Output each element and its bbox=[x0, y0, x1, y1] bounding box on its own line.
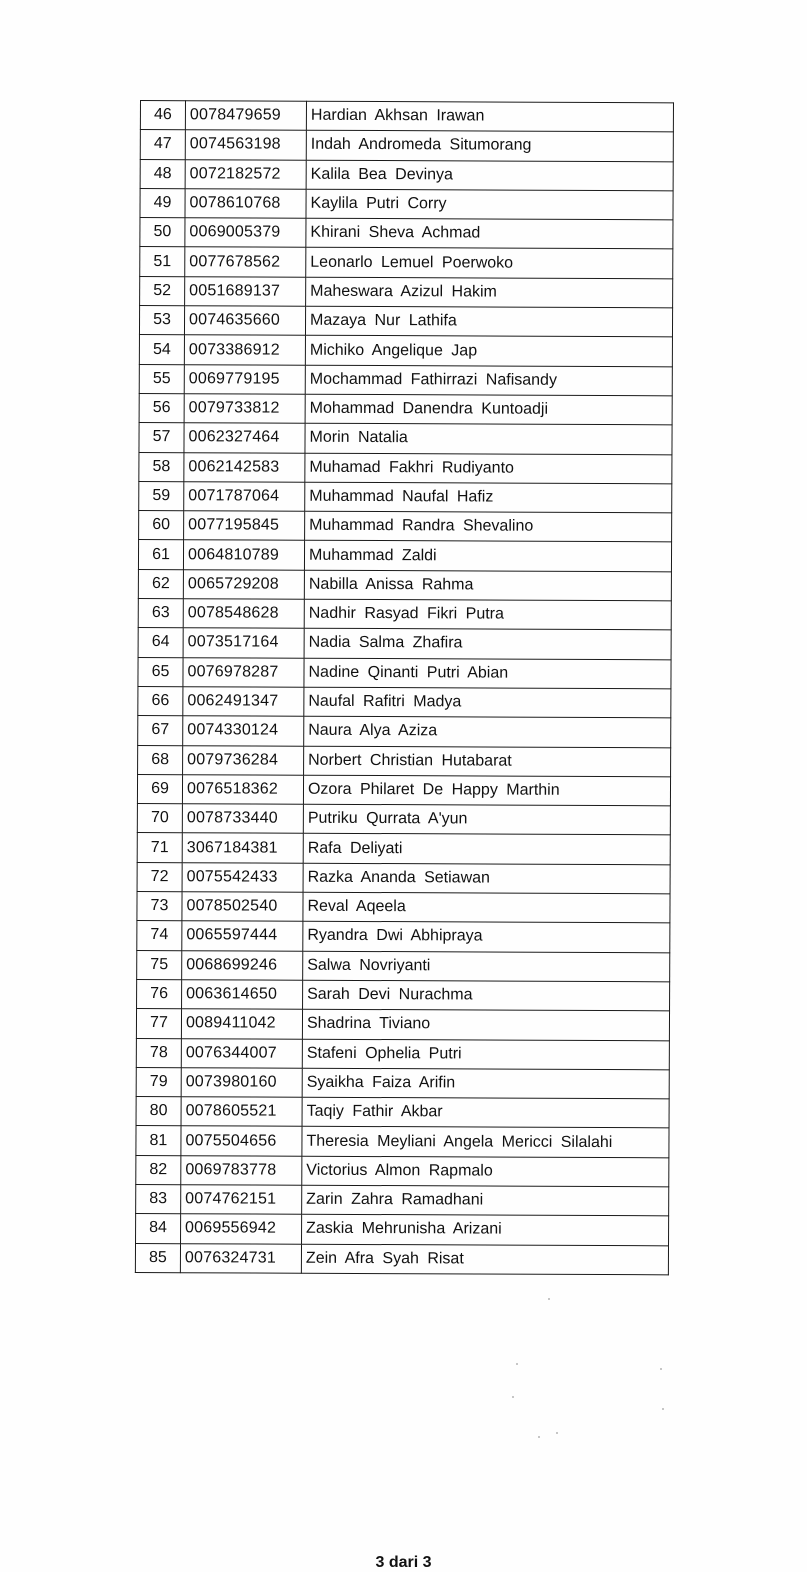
row-number: 57 bbox=[139, 423, 184, 452]
student-id: 0075542433 bbox=[182, 862, 303, 892]
table-row bbox=[137, 804, 670, 836]
row-number: 61 bbox=[138, 540, 183, 569]
row-number: 73 bbox=[137, 892, 182, 921]
page-number: 3 dari 3 bbox=[375, 1554, 432, 1571]
student-name: Stafeni Ophelia Putri bbox=[302, 1039, 669, 1070]
student-name: Zarin Zahra Ramadhani bbox=[302, 1185, 669, 1216]
student-id: 0069556942 bbox=[181, 1214, 302, 1244]
row-number: 69 bbox=[137, 774, 182, 803]
student-name: Theresia Meyliani Angela Mericci Silalahi bbox=[302, 1127, 669, 1158]
student-id: 0069783778 bbox=[181, 1155, 302, 1185]
student-id: 0063614650 bbox=[182, 980, 303, 1010]
row-number: 63 bbox=[138, 599, 183, 628]
table-row bbox=[137, 892, 670, 924]
row-number: 71 bbox=[137, 833, 182, 862]
table-row bbox=[136, 1155, 669, 1187]
row-number: 62 bbox=[138, 569, 183, 598]
student-name: Naura Alya Aziza bbox=[304, 716, 671, 747]
student-name: Nadia Salma Zhafira bbox=[304, 629, 671, 660]
student-name: Nabilla Anissa Rahma bbox=[304, 570, 671, 601]
student-id: 0077678562 bbox=[185, 247, 306, 277]
table-row bbox=[139, 452, 672, 484]
table-row bbox=[137, 950, 670, 982]
student-name: Khirani Sheva Achmad bbox=[306, 218, 673, 249]
row-number: 74 bbox=[137, 921, 182, 950]
scan-speck bbox=[556, 1432, 558, 1434]
student-name: Ryandra Dwi Abhipraya bbox=[303, 922, 670, 953]
row-number: 82 bbox=[136, 1155, 181, 1184]
student-id: 0075504656 bbox=[181, 1126, 302, 1156]
table-row bbox=[139, 306, 672, 338]
student-id: 0079733812 bbox=[184, 394, 305, 424]
table-row bbox=[139, 423, 672, 455]
scan-speck bbox=[548, 1298, 550, 1300]
student-id: 0076324731 bbox=[180, 1243, 301, 1273]
student-name: Naufal Rafitri Madya bbox=[304, 687, 671, 718]
student-id: 0069005379 bbox=[185, 218, 306, 248]
row-number: 59 bbox=[139, 481, 184, 510]
table-row bbox=[136, 1184, 669, 1216]
table-row bbox=[138, 657, 671, 689]
table-row bbox=[136, 1038, 669, 1070]
student-name: Muhammad Naufal Hafiz bbox=[305, 482, 672, 513]
row-number: 56 bbox=[139, 393, 184, 422]
student-name: Victorius Almon Rapmalo bbox=[302, 1156, 669, 1187]
student-id: 0068699246 bbox=[182, 950, 303, 980]
student-id: 0062142583 bbox=[184, 452, 305, 482]
row-number: 53 bbox=[139, 306, 184, 335]
table-row bbox=[140, 130, 673, 162]
row-number: 68 bbox=[138, 745, 183, 774]
student-id: 0078733440 bbox=[182, 804, 303, 834]
student-name: Zaskia Mehrunisha Arizani bbox=[302, 1214, 669, 1245]
row-number: 47 bbox=[140, 130, 185, 159]
row-number: 85 bbox=[135, 1243, 180, 1272]
student-name: Shadrina Tiviano bbox=[302, 1009, 669, 1040]
student-table-body bbox=[135, 101, 673, 1275]
scan-speck bbox=[662, 1408, 664, 1410]
row-number: 58 bbox=[139, 452, 184, 481]
student-name: Rafa Deliyati bbox=[303, 834, 670, 865]
student-id: 0078610768 bbox=[185, 189, 306, 219]
table-row bbox=[140, 276, 673, 308]
table-row bbox=[140, 101, 673, 133]
table-row bbox=[138, 628, 671, 660]
table-row bbox=[137, 979, 670, 1011]
row-number: 80 bbox=[136, 1097, 181, 1126]
student-id: 0073980160 bbox=[181, 1067, 302, 1097]
row-number: 48 bbox=[140, 159, 185, 188]
table-row bbox=[138, 540, 671, 572]
student-name: Maheswara Azizul Hakim bbox=[306, 277, 673, 308]
row-number: 84 bbox=[136, 1214, 181, 1243]
scan-speck bbox=[660, 1368, 662, 1370]
table-row bbox=[139, 481, 672, 513]
student-name: Nadine Qinanti Putri Abian bbox=[304, 658, 671, 689]
student-name: Muhammad Randra Shevalino bbox=[305, 511, 672, 542]
table-row bbox=[138, 745, 671, 777]
student-name: Morin Natalia bbox=[305, 423, 672, 454]
student-id: 0065729208 bbox=[183, 569, 304, 599]
student-name: Mohammad Danendra Kuntoadji bbox=[305, 394, 672, 425]
table-row bbox=[140, 159, 673, 191]
student-id: 0078502540 bbox=[182, 892, 303, 922]
student-id: 0076344007 bbox=[181, 1038, 302, 1068]
row-number: 70 bbox=[137, 804, 182, 833]
student-id: 0078479659 bbox=[185, 101, 306, 131]
table-row bbox=[137, 921, 670, 953]
student-id: 0076518362 bbox=[182, 775, 303, 805]
row-number: 66 bbox=[138, 686, 183, 715]
row-number: 83 bbox=[136, 1184, 181, 1213]
student-name: Salwa Novriyanti bbox=[303, 951, 670, 982]
student-name: Hardian Akhsan Irawan bbox=[306, 101, 673, 132]
row-number: 67 bbox=[138, 716, 183, 745]
student-id: 0073517164 bbox=[183, 628, 304, 658]
table-row bbox=[139, 393, 672, 425]
table-row bbox=[137, 774, 670, 806]
student-name: Michiko Angelique Jap bbox=[305, 336, 672, 367]
student-id: 0074762151 bbox=[181, 1185, 302, 1215]
row-number: 55 bbox=[139, 364, 184, 393]
table-row bbox=[138, 686, 671, 718]
row-number: 75 bbox=[137, 950, 182, 979]
student-name: Syaikha Faiza Arifin bbox=[302, 1068, 669, 1099]
student-name: Razka Ananda Setiawan bbox=[303, 863, 670, 894]
student-name: Reval Aqeela bbox=[303, 892, 670, 923]
student-id: 0073386912 bbox=[184, 335, 305, 365]
table-row bbox=[140, 218, 673, 250]
student-name: Norbert Christian Hutabarat bbox=[304, 746, 671, 777]
student-name: Leonarlo Lemuel Poerwoko bbox=[306, 248, 673, 279]
scan-speck bbox=[516, 1363, 518, 1365]
student-name: Mochammad Fathirrazi Nafisandy bbox=[305, 365, 672, 396]
student-id: 0065597444 bbox=[182, 921, 303, 951]
row-number: 78 bbox=[136, 1038, 181, 1067]
table-row bbox=[138, 599, 671, 631]
student-id: 0076978287 bbox=[183, 657, 304, 687]
student-name: Putriku Qurrata A'yun bbox=[303, 804, 670, 835]
student-id: 0071787064 bbox=[184, 482, 305, 512]
student-id: 0074563198 bbox=[185, 130, 306, 160]
student-id: 0062491347 bbox=[183, 687, 304, 717]
student-id: 0062327464 bbox=[184, 423, 305, 453]
student-id: 0078605521 bbox=[181, 1097, 302, 1127]
table-row bbox=[139, 364, 672, 396]
table-row bbox=[136, 1067, 669, 1099]
table-row bbox=[137, 833, 670, 865]
student-name: Muhammad Zaldi bbox=[304, 541, 671, 572]
table-row bbox=[138, 716, 671, 748]
student-name: Nadhir Rasyad Fikri Putra bbox=[304, 599, 671, 630]
table-row bbox=[136, 1126, 669, 1158]
student-name: Mazaya Nur Lathifa bbox=[305, 306, 672, 337]
student-name: Kalila Bea Devinya bbox=[306, 160, 673, 191]
table-row bbox=[140, 188, 673, 220]
row-number: 51 bbox=[140, 247, 185, 276]
student-id: 0077195845 bbox=[184, 511, 305, 541]
student-id: 0072182572 bbox=[185, 159, 306, 189]
student-id: 0078548628 bbox=[183, 599, 304, 629]
row-number: 50 bbox=[140, 218, 185, 247]
row-number: 79 bbox=[136, 1067, 181, 1096]
table-row bbox=[140, 247, 673, 279]
student-name: Taqiy Fathir Akbar bbox=[302, 1097, 669, 1128]
student-id: 0074635660 bbox=[184, 306, 305, 336]
row-number: 81 bbox=[136, 1126, 181, 1155]
student-id: 0079736284 bbox=[183, 745, 304, 775]
row-number: 46 bbox=[140, 101, 185, 130]
student-name: Indah Andromeda Situmorang bbox=[306, 131, 673, 162]
row-number: 76 bbox=[137, 979, 182, 1008]
scan-speck bbox=[538, 1436, 540, 1438]
row-number: 64 bbox=[138, 628, 183, 657]
student-name: Muhamad Fakhri Rudiyanto bbox=[305, 453, 672, 484]
student-name: Kaylila Putri Corry bbox=[306, 189, 673, 220]
student-roster bbox=[135, 100, 674, 1275]
table-row bbox=[135, 1243, 668, 1275]
scan-speck bbox=[512, 1396, 514, 1398]
row-number: 49 bbox=[140, 188, 185, 217]
student-id: 0051689137 bbox=[185, 276, 306, 306]
student-table bbox=[135, 100, 674, 1275]
student-name: Ozora Philaret De Happy Marthin bbox=[303, 775, 670, 806]
student-name: Sarah Devi Nurachma bbox=[303, 980, 670, 1011]
row-number: 77 bbox=[136, 1009, 181, 1038]
table-row bbox=[137, 862, 670, 894]
student-id: 0064810789 bbox=[183, 540, 304, 570]
student-name: Zein Afra Syah Risat bbox=[301, 1244, 668, 1275]
table-row bbox=[136, 1214, 669, 1246]
table-row bbox=[139, 335, 672, 367]
student-id: 3067184381 bbox=[182, 833, 303, 863]
student-id: 0069779195 bbox=[184, 364, 305, 394]
row-number: 72 bbox=[137, 862, 182, 891]
row-number: 54 bbox=[139, 335, 184, 364]
row-number: 52 bbox=[140, 276, 185, 305]
row-number: 65 bbox=[138, 657, 183, 686]
table-row bbox=[138, 569, 671, 601]
table-row bbox=[139, 511, 672, 543]
row-number: 60 bbox=[139, 511, 184, 540]
table-row bbox=[136, 1009, 669, 1041]
student-id: 0089411042 bbox=[181, 1009, 302, 1039]
student-id: 0074330124 bbox=[183, 716, 304, 746]
table-row bbox=[136, 1097, 669, 1129]
